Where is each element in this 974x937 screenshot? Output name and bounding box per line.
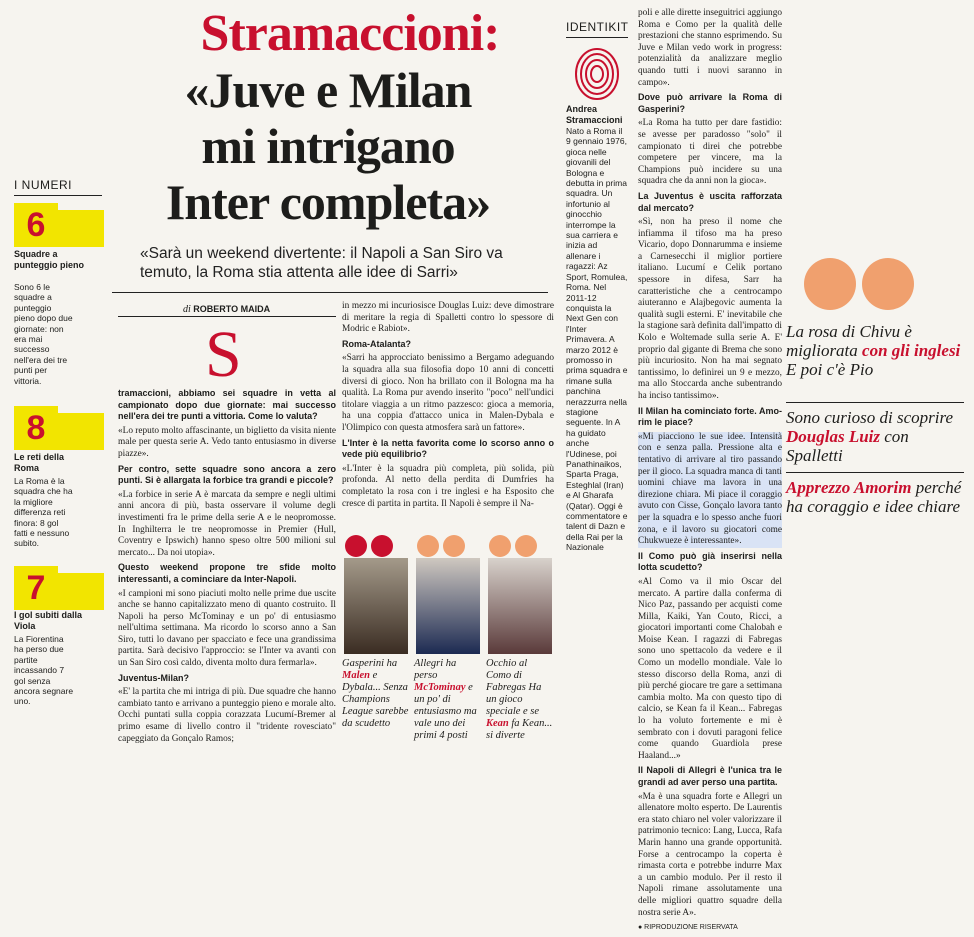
- quote-mark-1: [342, 528, 410, 558]
- byline-prefix: di: [183, 304, 191, 315]
- caption-3-c: fa Kean... si diverte: [486, 718, 553, 741]
- pullquote-2: [786, 408, 964, 465]
- col2-answer-2: «Sarri ha approcciato benissimo a Bergamo adeguando la squadra alla sua filosofia dopo 10 anni di concetti diversi di gioco. Non ha brillato con il Bologna ma ha qualità. La Roma pur avendo inserito "poco" nell'undici titolare viaggia a un ritmo pazzesco: gioca a memoria, ha una coppia d'attacco unica in Malen-Dybala e l'Olimpico con questa atmosfera sarà un fattore».: [342, 353, 554, 433]
- col4-answer-2: «La Roma ha tutto per dare fastidio: se avesse per paradosso "solo" il campionato ti direi che potrebbe competere per vincere, ma la Champions può incidere su una squadra che da anni non la gioca».: [638, 118, 782, 187]
- quote-mark-2: [414, 528, 482, 558]
- pullquote-1-c: E poi c'è Pio: [786, 360, 874, 379]
- deck: «Sarà un weekend divertente: il Napoli a San Siro va temuto, la Roma stia attenta alle idee di Sarri»: [140, 245, 503, 281]
- col1-answer-1: «Lo reputo molto affascinante, un biglietto da visita niente male per questa serie A. Vedo tanto entusiasmo in diverse piazze».: [118, 425, 336, 459]
- identikit-text: Nato a Roma il 9 gennaio 1976, gioca nelle giovanili del Bologna e debutta in prima squadra. Un infortunio al ginocchio interrompe la sua carriera e inizia ad allenare i ragazzi: Az Sport, Romulea, Roma. Nel 2011-12 conquista la Next Gen con l'Inter Primavera. A marzo 2012 è promosso in prima squadra e rimane sulla panchina nerazzurra nella stagione seguente. In A ha guidato anche l'Udinese, poi Panathinaikos, Sparta Praga, Esteghlal (Iran) e Al Gharafa (Qatar). Oggi è commentatore e talent di Dazn e della Rai per la Nazionale: [566, 126, 628, 553]
- byline-author: ROBERTO MAIDA: [193, 304, 271, 314]
- fingerprint-icon: [566, 44, 628, 102]
- numero-value-2: 8: [26, 409, 46, 447]
- byline: [183, 304, 270, 315]
- pullquote-1-a: La rosa di Chivu è migliorata: [786, 322, 912, 360]
- caption-2-b: McTominay: [414, 682, 466, 693]
- numero-value-3: 7: [26, 569, 46, 607]
- col1-intro-question: tramaccioni, abbiamo sei squadre in vetta al campionato dopo due giornate: mai successo nell'era dei tre punti a vittoria. Come lo valuta?: [118, 388, 336, 422]
- pullquote-1: [786, 322, 964, 379]
- caption-1-a: Gasperini ha: [342, 658, 398, 669]
- pullquote-2-b: Douglas Luiz: [786, 427, 880, 446]
- numeri-rule: [14, 195, 102, 196]
- pullquote-mark: [800, 238, 920, 318]
- numero-text-1: Sono 6 le squadre a punteggio pieno dopo due giornate: non era mai successo nell'era dei tre punti per vittoria.: [14, 282, 73, 386]
- numero-text-3: La Fiorentina ha perso due partite incassando 7 gol senza ancora segnare uno.: [14, 634, 74, 707]
- col1-question-4: Juventus-Milan?: [118, 672, 190, 683]
- header-rule: [112, 292, 548, 293]
- col4-answer-4: «Mi piacciono le sue idee. Intensità con e senza palla. Pressione alta e tentativo di arrivare al tiro passando per il gioco. La squadra manca di tanti uomini chiave ma lavora in una direzione chiara. Mi piace il coraggio avuto con Cisse, Gonçalo lavora tanto per la squadra e lo spesso anche fuori zona, e il lavoro su giocatori come Chukwueze è interessante».: [638, 431, 782, 547]
- pullquote-3-a: Apprezzo Amorim: [786, 478, 912, 497]
- identikit-rule: [566, 37, 628, 38]
- pullquote-2-c: con Spalletti: [786, 427, 909, 465]
- numero-label-1: Squadre a punteggio pieno: [14, 249, 84, 270]
- pullquote-rule-1: [786, 402, 964, 403]
- col2-question-2: Roma-Atalanta?: [342, 338, 412, 349]
- col2-answer-3: «L'Inter è la squadra più completa, più solida, più profonda. Al netto della perdita di Dumfries ha completato la rosa con i tre inglesi e ha Esposito che cresce di partita in partita. Il Napoli è sempre il Na-: [342, 463, 554, 509]
- pullquote-rule-2: [786, 472, 964, 473]
- col4-answer-5: «Al Como va il mio Oscar del mercato. A partire dalla conferma di Nico Paz, passando per acquisti come Milla, Kaiki, Yan Couto, Ricci, a giocatori importanti come Chalobah e Moise Kean. I ragazzi di Fabregas sono uno spettacolo da vedere e il Como un modello mondiale. Vale lo stesso discorso della Roma, anzi di più perché giocare tre gare a settimana cambia molto. Ma con questo tipo di calcio, se Kean fa il Kean... Fabregas lo ha voluto fortemente e mi è sembrato con i dovuti paragoni felice come quando Guardiola prese Haaland...»: [638, 576, 782, 761]
- numero-label-3: I gol subiti dalla Viola: [14, 610, 83, 631]
- caption-3-b: Kean: [486, 718, 509, 729]
- col1-question-2: Per contro, sette squadre sono ancora a zero punti. Si è allargata la forbice tra grandi e piccole?: [118, 463, 336, 486]
- caption-2-c: e un po' di entusiasmo ma vale uno dei primi 4 posti: [414, 682, 477, 741]
- headline-line4: Inter completa»: [165, 174, 491, 230]
- headline-line2: «Juve e Milan: [184, 62, 472, 118]
- caption-1: [342, 658, 410, 730]
- col4-question-6: Il Napoli di Allegri è l'unica tra le grandi ad aver perso una partita.: [638, 765, 782, 787]
- pullquote-3-b: perché ha coraggio e idee chiare: [786, 478, 962, 516]
- headline-line3: mi intrigano: [201, 118, 455, 174]
- col1-answer-4: «E' la partita che mi intriga di più. Due squadre che hanno cambiato tanto e arrivano a punteggio pieno e morale alto. Occhi puntati sulla coppia corazzata Lucumí-Bremer al primo esame di livello contro il "tridente rovesciato" capeggiato da Gonçalo Ramos;: [118, 687, 336, 744]
- photo-gasperini: [344, 558, 408, 654]
- col4-answer-3: «Sì, non ha preso il nome che infiamma il tifoso ma ha preso Vicario, dopo Donnarumma e insieme a Carnesecchi il miglior portiere italiano. Lucumí e Celik portano spessore in difesa, Sarr ha caratteristiche che a centrocampo aiuteranno e Alajbegovic aumenta la qualità sugli esterni. E' inevitabile che la stagione sarà definita dall'impatto di Kolo e Woltemade sulla serie A. E' proprio dal gigante di Brema che sono più incuriosito. Non ha mai segnato tantissimo, lo definirei un 9 e mezzo, ma allo Stoccarda anche subentrando ha inciso tantissimo».: [638, 217, 782, 401]
- photo-strip: [342, 528, 554, 790]
- col4-question-5: Il Como può già inserirsi nella lotta scudetto?: [638, 550, 782, 573]
- col2-question-3: L'Inter è la netta favorita come lo scorso anno o vede più equilibrio?: [342, 437, 554, 460]
- numeri-title: I NUMERI: [14, 178, 72, 192]
- pullquote-2-a: Sono curioso di scoprire: [786, 408, 954, 427]
- numero-text-2: La Roma è la squadra che ha la migliore differenza reti finora: 8 gol fatti e nessuno subito.: [14, 476, 73, 549]
- col1-answer-3: «I campioni mi sono piaciuti molto nelle prime due uscite anche se hanno capitalizzato meno di quanto costruito. Il Napoli ha perso McTominay e un po' di entusiasmo nell'ultima settimana. Ma ricordo lo scorso anno a San Siro, tutti lo davano per spacciato e fece una grandissima partita. Sarà decisivo l'approccio: se l'Inter va avanti con un San Siro così caldo, diventa molto dura fermarla».: [118, 588, 336, 669]
- pullquote-1-b: con gli inglesi: [862, 341, 961, 360]
- byline-rule: [118, 316, 336, 317]
- col4-answer-6: «Ma è una squadra forte e Allegri un allenatore molto esperto. De Laurentis era stato chiaro nel voler valorizzare il patrimonio tecnico: Lang, Lucca, Rafa Marin hanno una grande opportunità. Forse a centrocampo la coperta è rimasta corta e potrebbe indurre Max a un cambio modulo. Per il resto il Napoli rimane assolutamente una delle migliori quattro squadre della nostra serie A».: [638, 791, 782, 918]
- column-1: [118, 388, 336, 748]
- col2-answer-1: in mezzo mi incuriosisce Douglas Luiz: deve dimostrare di meritare la regia di Spalletti contro lo spessore di Modric e Rabiot».: [342, 301, 554, 335]
- column-4: [638, 8, 782, 937]
- col4-question-4: Il Milan ha cominciato forte. Amo-rim le piace?: [638, 405, 782, 428]
- col4-question-2: Dove può arrivare la Roma di Gasperini?: [638, 92, 782, 114]
- numero-box-3-ext: [58, 573, 104, 610]
- pullquote-3: [786, 478, 964, 516]
- numero-box-2-ext: [58, 413, 104, 450]
- numero-box-3: [14, 566, 58, 610]
- quote-mark-3: [486, 528, 554, 558]
- caption-1-b: Malen: [342, 670, 371, 681]
- headline-main: [118, 62, 538, 230]
- col1-answer-2: «La forbice in serie A è marcata da sempre e negli ultimi anni ancora di più, basta osservare il volume degli investimenti fra le prime della serie A e le neopromosse. In Inghilterra le tre neopromosse in Premier (Hull, Coventry e Ipswich) hanno speso oltre 500 milioni sul mercato... Da noi utopia».: [118, 489, 336, 558]
- numero-box-1: [14, 203, 58, 247]
- identikit-name: Andrea Stramaccioni: [566, 104, 623, 125]
- identikit-title: IDENTIKIT: [566, 20, 629, 34]
- photo-allegri: [416, 558, 480, 654]
- numero-label-2: Le reti della Roma: [14, 452, 65, 473]
- caption-1-c: e Dybala... Senza Champions League sarebbe da scudetto: [342, 670, 409, 729]
- caption-2: [414, 658, 482, 742]
- caption-3-a: Occhio al Como di Fabregas Ha un gioco speciale e se: [486, 658, 542, 717]
- headline-line1: Stramaccioni:: [200, 5, 500, 62]
- caption-2-a: Allegri ha perso: [414, 658, 457, 681]
- column-2: [342, 301, 554, 513]
- numero-box-1-ext: [58, 210, 104, 247]
- dropcap: S: [205, 318, 242, 391]
- caption-3: [486, 658, 554, 742]
- numero-box-2: [14, 406, 58, 450]
- riproduzione-riservata: ● RIPRODUZIONE RISERVATA: [638, 924, 738, 932]
- photo-kean: [488, 558, 552, 654]
- col4-question-3: La Juventus è uscita rafforzata dal mercato?: [638, 190, 782, 213]
- col1-question-3: Questo weekend propone tre sfide molto interessanti, a cominciare da Inter-Napoli.: [118, 562, 336, 584]
- col4-answer-1: poli e alle dirette inseguitrici aggiungo Roma e Como per la qualità delle prestazioni che stanno esprimendo. Su Juve e Milan vedo work in progress: potenzialità da analizzare meglio quando tutti i nuovi saranno in campo».: [638, 8, 782, 88]
- numero-value-1: 6: [26, 206, 46, 244]
